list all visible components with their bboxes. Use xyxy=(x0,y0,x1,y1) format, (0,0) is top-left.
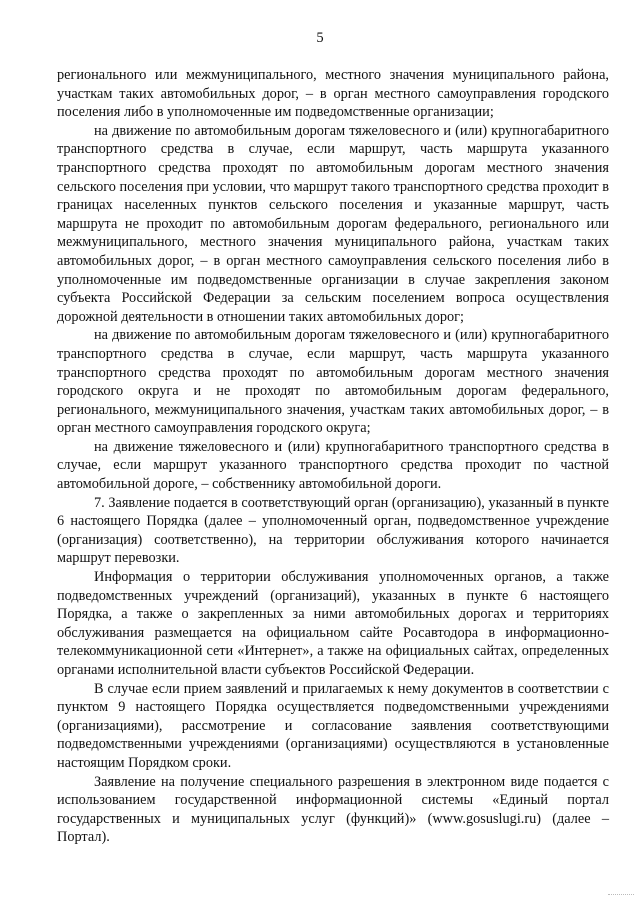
page-number: 5 xyxy=(316,30,324,46)
paragraph-1: регионального или межмуниципального, местного значения муниципального района, участкам таких автомобильных дорог, – в орган местного самоуправления городского поселения либо в уполномоченные им подведомственные организации; xyxy=(57,67,609,121)
paragraph-2: на движение по автомобильным дорогам тяжеловесного и (или) крупногабаритного транспортного средства в случае, если маршрут, часть маршрута указанного транспортного средства проходят по автомобильным дорогам местного значения сельского поселения при условии, что маршрут такого транспортного средства проходит в границах населенных пунктов сельского поселения и указанные маршрут, часть маршрута не проходит по автомобильным дорогам федерального, регионального или межмуниципального, местного значения муниципального района, участкам таких автомобильных дорог, – в орган местного самоуправления сельского поселения либо в уполномоченные им подведомственные организации в случае закрепления законом субъекта Российской Федерации за сельским поселением вопроса осуществления дорожной деятельности в отношении таких автомобильных дорог; xyxy=(57,122,609,325)
paragraph-3: на движение по автомобильным дорогам тяжеловесного и (или) крупногабаритного транспортного средства в случае, если маршрут, часть маршрута указанного транспортного средства проходят по автомобильным дорогам местного значения городского округа и не проходят по автомобильным дорогам федерального, регионального, межмуниципального значения, участкам таких автомобильных дорог, – в орган местного самоуправления городского округа; xyxy=(57,327,609,437)
body-text xyxy=(57,66,609,847)
paragraph-5: 7. Заявление подается в соответствующий орган (организацию), указанный в пункте 6 настоящего Порядка (далее – уполномоченный орган, подведомственное учреждение (организация) соответственно), на территории обслуживания которого начинается маршрут перевозки. xyxy=(57,494,609,567)
scan-mark xyxy=(608,894,634,899)
paragraph-4: на движение тяжеловесного и (или) крупногабаритного транспортного средства в случае, если маршрут указанного транспортного средства проходит по частной автомобильной дороге, – собственнику автомобильной дороги. xyxy=(57,438,609,493)
paragraph-8: Заявление на получение специального разрешения в электронном виде подается с использованием государственной информационной системы «Единый портал государственных и муниципальных услуг (функций)» (www.gosuslugi.ru) (далее – Портал). xyxy=(57,773,609,846)
paragraph-6: Информация о территории обслуживания уполномоченных органов, а также подведомственных учреждений (организаций), указанных в пункте 6 настоящего Порядка, а также о закрепленных за ними автомобильных дорогах и территориях обслуживания размещается на официальном сайте Росавтодора в информационно-телекоммуникационной сети «Интернет», а также на официальных сайтах, определенных органами исполнительной власти субъектов Российской Федерации. xyxy=(57,569,609,678)
paragraph-7: В случае если прием заявлений и прилагаемых к нему документов в соответствии с пунктом 9 настоящего Порядка осуществляется подведомственными учреждениями (организациями), рассмотрение и согласование заявления соответствующими подведомственными учреждениями (организациями) осуществляются в установленные настоящим Порядком сроки. xyxy=(57,680,609,771)
